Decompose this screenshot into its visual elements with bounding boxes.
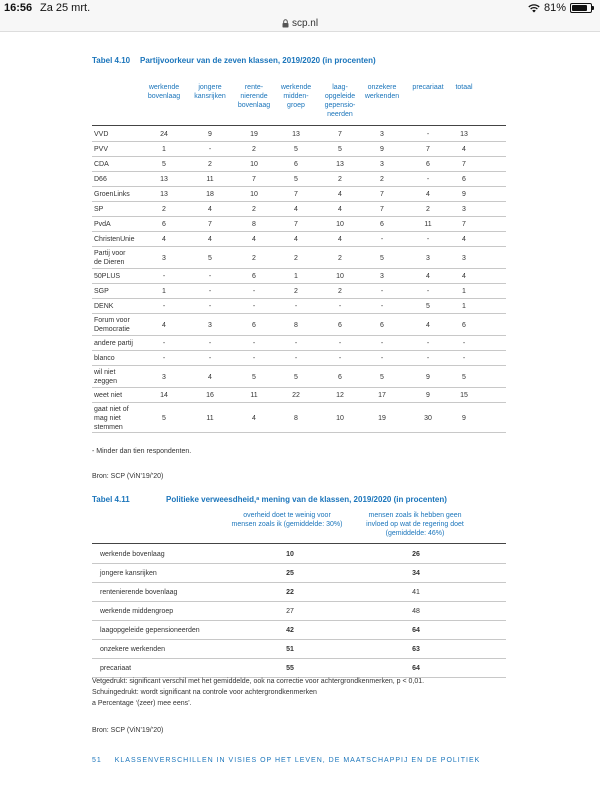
table-cell: - <box>462 340 466 347</box>
table-row <box>92 202 506 217</box>
table-cell: 7 <box>208 221 212 228</box>
table-cell: 5 <box>462 373 466 381</box>
table-cell: 5 <box>380 254 384 262</box>
table-cell: 64 <box>412 665 420 672</box>
table-cell: 9 <box>426 392 430 399</box>
table-cell: 4 <box>208 373 212 381</box>
table-cell: 6 <box>252 321 256 329</box>
table-cell: - <box>380 355 384 362</box>
row-label: blanco <box>94 355 115 362</box>
table-cell: 13 <box>160 176 168 183</box>
table-cell: 4 <box>208 206 212 213</box>
table-cell: 7 <box>338 131 342 138</box>
table-row <box>92 299 506 314</box>
status-right <box>528 2 592 14</box>
table-cell: 7 <box>462 221 466 228</box>
table-cell: 2 <box>294 254 298 262</box>
table-cell: 6 <box>380 321 384 329</box>
table-cell: 9 <box>380 146 384 153</box>
table-cell: 6 <box>426 161 430 168</box>
column-header: werkende midden- groep <box>280 84 312 109</box>
table-row <box>92 564 506 583</box>
table-cell: 13 <box>160 191 168 198</box>
table-cell: 2 <box>380 176 384 183</box>
table-cell: 64 <box>412 627 420 634</box>
table-cell: 5 <box>208 254 212 262</box>
table-cell: 4 <box>462 146 466 153</box>
row-label: DENK <box>94 303 114 310</box>
table-cell: 30 <box>424 414 432 422</box>
table-row <box>92 388 506 403</box>
table-cell: 26 <box>412 551 420 558</box>
table-cell: 2 <box>162 206 166 213</box>
table-cell: - <box>208 146 212 153</box>
table-cell: - <box>162 303 166 310</box>
table-4-11-number: Tabel 4.11 <box>92 495 130 504</box>
table-cell: 7 <box>294 191 298 198</box>
table-row <box>92 621 506 640</box>
column-header: totaal <box>455 84 473 91</box>
table-cell: - <box>162 273 166 280</box>
table-cell: - <box>426 355 430 362</box>
battery-icon <box>570 3 592 13</box>
row-label: Forum voor Democratie <box>94 317 130 333</box>
table-cell: 2 <box>252 146 256 153</box>
table-cell: 27 <box>286 608 294 615</box>
row-label: laagopgeleide gepensioneerden <box>100 627 200 634</box>
table-cell: 15 <box>460 392 468 399</box>
table-cell: 5 <box>294 176 298 183</box>
table-cell: 48 <box>412 608 420 615</box>
row-label: SGP <box>94 288 109 295</box>
page-footer <box>92 757 480 764</box>
table-cell: - <box>426 340 430 347</box>
page-number: 51 <box>92 757 102 764</box>
table-cell: 10 <box>336 414 344 422</box>
table-row <box>92 232 506 247</box>
note-bold: Vetgedrukt: significant verschil met het gemiddelde, ook na correctie voor achtergrondkenmerken, p < 0,01. <box>92 678 425 685</box>
table-row <box>92 583 506 602</box>
table-row <box>92 602 506 621</box>
table-cell: - <box>252 340 256 347</box>
table-cell: 7 <box>426 146 430 153</box>
table-cell: - <box>252 288 256 295</box>
table-cell: 13 <box>336 161 344 168</box>
row-label: wil niet zeggen <box>94 369 117 385</box>
url-domain[interactable]: scp.nl <box>291 18 319 29</box>
table-row <box>92 187 506 202</box>
table-cell: 1 <box>162 288 166 295</box>
table-cell: 9 <box>208 131 212 138</box>
row-label: PvdA <box>94 221 111 228</box>
table-4-11-notes <box>92 676 424 709</box>
table-cell: 6 <box>252 273 256 280</box>
table-cell: 18 <box>206 191 214 198</box>
table-cell: 4 <box>426 273 430 280</box>
table-cell: 63 <box>412 646 420 653</box>
table-cell: 2 <box>338 176 342 183</box>
document-page <box>22 33 580 800</box>
row-label: andere partij <box>94 340 133 347</box>
table-cell: 13 <box>292 131 300 138</box>
table-cell: - <box>426 236 430 243</box>
table-cell: 11 <box>206 414 214 422</box>
table-cell: 19 <box>378 414 386 422</box>
table-cell: 12 <box>336 392 344 399</box>
url-bar[interactable] <box>0 16 600 32</box>
table-cell: - <box>294 355 298 362</box>
status-time: 16:56 <box>4 2 33 14</box>
table-cell: 13 <box>460 131 468 138</box>
table-cell: - <box>208 340 212 347</box>
table-cell: - <box>462 355 466 362</box>
column-header: overheid doet te weinig voor mensen zoals ik (gemiddelde: 30%) <box>231 512 343 528</box>
table-cell: 34 <box>412 570 420 577</box>
lock-icon <box>282 19 289 28</box>
table-4-10-source: Bron: SCP (ViN’19/’20) <box>92 473 164 480</box>
table-cell: 11 <box>206 176 214 183</box>
table-cell: 2 <box>252 254 256 262</box>
table-cell: 5 <box>162 161 166 168</box>
table-cell: 9 <box>462 191 466 198</box>
table-cell: 6 <box>462 176 466 183</box>
table-row <box>92 157 506 172</box>
table-cell: 4 <box>426 321 430 329</box>
row-label: VVD <box>94 131 109 138</box>
column-header: laag- opgeleide gepensio- neerden <box>324 84 356 118</box>
table-cell: - <box>294 340 298 347</box>
battery-percent: 81% <box>543 2 566 14</box>
table-cell: 2 <box>338 254 342 262</box>
column-header: rente- nierende bovenlaag <box>237 84 271 109</box>
table-cell: - <box>380 340 384 347</box>
table-cell: 22 <box>286 589 294 596</box>
table-row <box>92 217 506 232</box>
table-cell: - <box>426 131 430 138</box>
table-cell: 4 <box>462 273 466 280</box>
table-cell: 22 <box>292 392 300 399</box>
table-cell: - <box>380 236 384 243</box>
table-cell: 55 <box>286 665 294 672</box>
running-title: KLASSENVERSCHILLEN IN VISIES OP HET LEVEN, DE MAATSCHAPPIJ EN DE POLITIEK <box>114 757 481 764</box>
column-header: jongere kansrijken <box>194 84 226 100</box>
table-cell: 24 <box>160 131 168 138</box>
table-cell: 5 <box>426 303 430 310</box>
row-label: precariaat <box>100 665 132 672</box>
table-cell: - <box>294 303 298 310</box>
table-cell: - <box>208 273 212 280</box>
table-cell: 3 <box>162 373 166 381</box>
table-cell: 2 <box>426 206 430 213</box>
table-cell: 4 <box>162 236 166 243</box>
table-cell: 4 <box>294 206 298 213</box>
wifi-icon <box>528 3 540 13</box>
table-cell: 14 <box>160 392 168 399</box>
table-cell: 2 <box>252 206 256 213</box>
table-cell: 3 <box>380 161 384 168</box>
row-label: 50PLUS <box>94 273 121 280</box>
table-cell: 7 <box>380 191 384 198</box>
table-cell: - <box>208 355 212 362</box>
table-cell: 10 <box>336 273 344 280</box>
row-label: werkende middengroep <box>100 608 174 615</box>
table-row <box>92 336 506 351</box>
row-label: SP <box>94 206 104 213</box>
table-row <box>92 172 506 187</box>
table-cell: 3 <box>462 254 466 262</box>
table-cell: 4 <box>294 236 298 243</box>
table-cell: 5 <box>338 146 342 153</box>
table-cell: 42 <box>286 627 294 634</box>
table-4-10-title: Partijvoorkeur van de zeven klassen, 2019/2020 (in procenten) <box>140 56 376 65</box>
table-cell: 11 <box>250 392 258 399</box>
table-cell: 4 <box>462 236 466 243</box>
table-cell: 1 <box>462 303 466 310</box>
row-label: PVV <box>94 146 109 153</box>
status-bar <box>0 0 600 16</box>
table-cell: 10 <box>250 161 258 168</box>
table-cell: 4 <box>252 414 256 422</box>
table-cell: 6 <box>162 221 166 228</box>
table-cell: 1 <box>462 288 466 295</box>
table-cell: 6 <box>294 161 298 168</box>
table-cell: 3 <box>462 206 466 213</box>
table-cell: 3 <box>380 273 384 280</box>
table-cell: 10 <box>336 221 344 228</box>
table-cell: 5 <box>380 373 384 381</box>
table-cell: 8 <box>294 414 298 422</box>
table-row <box>92 366 506 388</box>
table-cell: - <box>380 288 384 295</box>
table-cell: 8 <box>252 221 256 228</box>
table-cell: 7 <box>252 176 256 183</box>
table-cell: 16 <box>206 392 214 399</box>
table-cell: - <box>162 340 166 347</box>
table-top-rule <box>92 125 506 126</box>
table-cell: 3 <box>426 254 430 262</box>
table-cell: 4 <box>208 236 212 243</box>
table-cell: - <box>338 340 342 347</box>
note-footnote-a: a Percentage ‘(zeer) mee eens’. <box>92 700 192 707</box>
table-cell: 5 <box>162 414 166 422</box>
row-label: CDA <box>94 161 109 168</box>
table-4-11-source: Bron: SCP (ViN’19/’20) <box>92 727 164 734</box>
table-cell: 5 <box>252 373 256 381</box>
table-cell: 41 <box>412 589 420 596</box>
table-cell: - <box>426 288 430 295</box>
column-header: mensen zoals ik hebben geen invloed op wat de regering doet (gemiddelde: 46%) <box>366 512 464 537</box>
table-cell: - <box>338 355 342 362</box>
table-cell: - <box>208 303 212 310</box>
table-cell: 17 <box>378 392 386 399</box>
table-row <box>92 269 506 284</box>
row-label: GroenLinks <box>94 191 130 198</box>
table-cell: 10 <box>286 551 294 558</box>
table-cell: 9 <box>426 373 430 381</box>
table-row <box>92 314 506 336</box>
row-label: gaat niet of mag niet stemmen <box>94 405 129 431</box>
table-cell: 3 <box>162 254 166 262</box>
table-cell: 2 <box>208 161 212 168</box>
table-4-10-number: Tabel 4.10 <box>92 56 131 65</box>
table-top-rule <box>92 543 506 544</box>
table-cell: 6 <box>462 321 466 329</box>
table-cell: 5 <box>294 373 298 381</box>
table-cell: 7 <box>294 221 298 228</box>
table-row <box>92 142 506 157</box>
table-row <box>92 403 506 433</box>
table-row <box>92 545 506 564</box>
column-header: precariaat <box>412 84 444 91</box>
table-cell: 25 <box>286 570 294 577</box>
table-cell: 7 <box>462 161 466 168</box>
table-row <box>92 351 506 366</box>
table-cell: 1 <box>162 146 166 153</box>
row-label: D66 <box>94 176 107 183</box>
table-cell: 5 <box>294 146 298 153</box>
table-cell: 2 <box>294 288 298 295</box>
table-row <box>92 247 506 269</box>
table-cell: - <box>426 176 430 183</box>
table-cell: 9 <box>462 414 466 422</box>
table-row <box>92 640 506 659</box>
table-cell: 6 <box>380 221 384 228</box>
row-label: ChristenUnie <box>94 236 135 243</box>
table-cell: 51 <box>286 646 294 653</box>
table-cell: 4 <box>252 236 256 243</box>
table-cell: - <box>252 355 256 362</box>
table-cell: 6 <box>338 373 342 381</box>
table-cell: 4 <box>338 191 342 198</box>
table-row <box>92 127 506 142</box>
row-label: onzekere werkenden <box>100 646 165 653</box>
table-cell: 11 <box>424 221 432 228</box>
table-cell: - <box>208 288 212 295</box>
row-label: weet niet <box>94 392 123 399</box>
table-cell: 4 <box>162 321 166 329</box>
table-row <box>92 284 506 299</box>
column-header: onzekere werkenden <box>364 84 400 100</box>
row-label: rentenierende bovenlaag <box>100 589 178 596</box>
note-italic: Schuingedrukt: wordt significant na controle voor achtergrondkenmerken <box>92 689 317 696</box>
table-cell: - <box>380 303 384 310</box>
table-cell: 2 <box>338 288 342 295</box>
row-label: jongere kansrijken <box>100 570 157 577</box>
table-4-11-title: Politieke verweesdheid,ᵃ mening van de klassen, 2019/2020 (in procenten) <box>166 495 447 504</box>
status-date: Za 25 mrt. <box>40 2 91 14</box>
table-cell: - <box>162 355 166 362</box>
table-cell: 7 <box>380 206 384 213</box>
table-cell: 1 <box>294 273 298 280</box>
table-cell: 4 <box>426 191 430 198</box>
row-label: Partij voor de Dieren <box>94 250 126 266</box>
table-cell: 6 <box>338 321 342 329</box>
table-cell: 10 <box>250 191 258 198</box>
table-cell: 3 <box>208 321 212 329</box>
table-4-10-note: - Minder dan tien respondenten. <box>92 448 192 455</box>
table-cell: 8 <box>294 321 298 329</box>
table-cell: 19 <box>250 131 258 138</box>
row-label: werkende bovenlaag <box>100 551 165 558</box>
table-cell: 4 <box>338 236 342 243</box>
table-cell: - <box>338 303 342 310</box>
table-cell: 4 <box>338 206 342 213</box>
column-header: werkende bovenlaag <box>147 84 181 100</box>
table-cell: - <box>252 303 256 310</box>
table-cell: 3 <box>380 131 384 138</box>
